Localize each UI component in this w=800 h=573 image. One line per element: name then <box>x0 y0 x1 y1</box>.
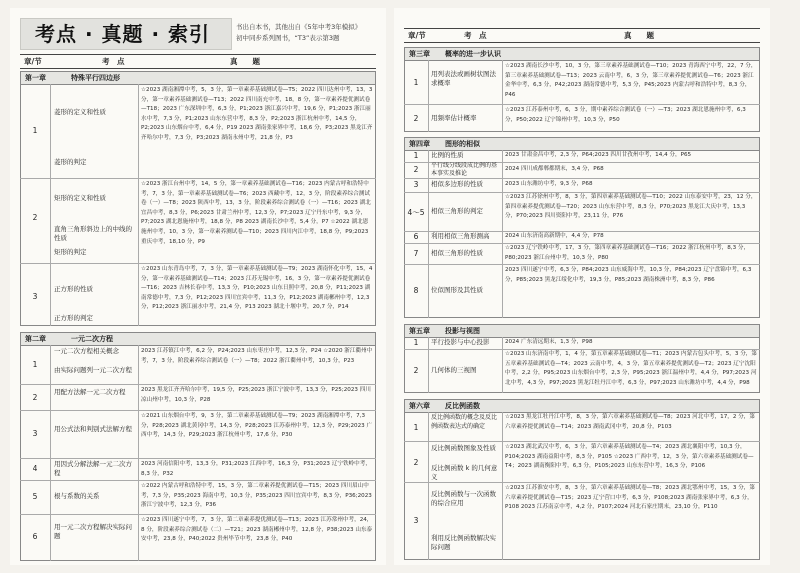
entry-text: ☆2023 湖北武汉中考，6，3 分，第六章素养基础测试卷—T4；2023 湖北襄阳中考，10,3 分，P104;2023 湖南益阳中考，8,3 分，P105 ☆2023 广西中考，12，3 分，第六章素养基础测试卷—T4；2023 湖南衡阳中考，6,3 分，P105;2023 山东东营中考，16,3 分，P106 <box>505 444 754 470</box>
section-number: 1 <box>413 423 419 432</box>
entry-text: 2023 江苏镇江中考，6,2 分，P24;2023 山东枣庄中考，12,3 分，P24 ☆2020 浙江衢州中考，7，3 分，阶段素养综合测试卷（一）—T8；2022 浙江衢州中考，10,3 分，P23 <box>141 348 373 364</box>
section-number: 2 <box>413 114 419 123</box>
section-number: 4～5 <box>407 208 425 217</box>
section-number: 1 <box>413 151 419 160</box>
chapter-label: 第三章 <box>409 50 430 58</box>
chapter-header-1 <box>20 71 376 85</box>
topic-label: 相似三角形的性质 <box>431 249 483 257</box>
title-banner <box>20 18 232 50</box>
section-number: 8 <box>413 286 419 295</box>
topic-label: 用列表法或画树状图法求概率 <box>431 70 496 87</box>
chapter-label: 第二章 <box>25 335 46 343</box>
chapter-header-2 <box>20 332 376 346</box>
topic-label: 由实际问题列一元二次方程 <box>54 366 132 374</box>
col-point: 考 点 <box>102 57 125 66</box>
topic-label: 根与系数的关系 <box>54 492 100 500</box>
section-number: 7 <box>413 249 419 258</box>
chapter-header-5 <box>404 324 760 338</box>
entry-text: ☆2023 江苏泰州中考，6，3 分，期中素养综合测试卷（一）—T3；2023 湖北恩施州中考，6,3 分，P50;2022 辽宁锦州中考，10,3 分，P50 <box>505 107 746 123</box>
topic-label: 用频率估计概率 <box>431 114 477 122</box>
col-real: 真 题 <box>624 31 654 40</box>
topic-label: 反比例函数 k 的几何意义 <box>431 464 498 481</box>
topic-label: 相似多边形的性质 <box>431 180 483 188</box>
page-header <box>10 8 386 48</box>
topic-label: 菱形的定义和性质 <box>54 108 106 116</box>
chapter-header-4 <box>404 137 760 151</box>
topic-label: 反比例函数图象及性质 <box>431 444 496 452</box>
section-number: 2 <box>32 213 38 222</box>
topic-label: 用一元二次方程解决实际问题 <box>54 523 132 540</box>
topic-label: 用公式法和判别式法解方程 <box>54 425 132 433</box>
section-number: 2 <box>413 458 419 467</box>
section-number: 6 <box>413 232 419 241</box>
section-number: 2 <box>413 165 419 174</box>
topic-label: 相似三角形的判定 <box>431 207 483 215</box>
chapter-name: 一元二次方程 <box>71 335 113 343</box>
entry-text: 2023 四川遂宁中考，6,3 分，P84;2023 山东威海中考，10,3 分，P84;2023 辽宁盘锦中考，6,3 分，P85;2023 黑龙江绥化中考，19,3 分，P85;2023 湖南株洲中考，8,3 分，P86 <box>505 267 752 283</box>
section-number: 5 <box>32 492 38 501</box>
topic-label: 反比例函数的概念及反比例函数表达式的确定 <box>431 414 498 430</box>
entry-text: ☆2023 山东青岛中考，7，3 分，第一章素养基础测试卷—T9；2023 湖南怀化中考，15，4 分，第一章素养基础测试卷—T14；2023 江苏无锡中考，16，3 分，第一章素养提优测试卷—T16；2023 吉林长春中考，13,3 分，P10;2023 山东日照中考，20,8 分，P11;2023 湖南常德中考，7,3 分，P12;2023 四川宜宾中考，11,3 分，P12;2023 湖南郴州中考，12,3 分，P12;2023 浙江丽水中考，21,4 分，P13 2023 湖北十堰中考，20,7 分，P14 <box>141 266 373 311</box>
section-number: 2 <box>413 366 419 375</box>
topic-label: 一元二次方程相关概念 <box>54 347 119 355</box>
section-number: 6 <box>32 532 38 541</box>
chapter-name: 反比例函数 <box>445 402 480 410</box>
topic-label: 利用相似三角形测高 <box>431 232 490 240</box>
section-number: 1 <box>413 338 419 347</box>
section-number: 1 <box>413 78 419 87</box>
chapter-label: 第五章 <box>409 327 430 335</box>
page-title: 考点 · 真题 · 索引 <box>35 22 211 46</box>
chapter-name: 特殊平行四边形 <box>71 74 120 82</box>
header-note-line-1: 书出自本书，其他出自《5年中考3年模拟》 <box>236 23 362 31</box>
column-header <box>20 54 376 69</box>
section-number: 4 <box>32 464 38 473</box>
col-real: 真 题 <box>230 57 260 66</box>
col-chapter: 章/节 <box>408 31 426 40</box>
entry-text: ☆2023 湖南长沙中考，10，3 分，第三章素养基础测试卷—T10；2023 青海西宁中考，22，7 分，第三章素养基础测试卷—T13；2023 云南中考，6，3 分，第三章素养提优测试卷—T6；2023 浙江金华中考，6,3 分，P42;2023 湖南常德中考，5,3 分，P45;2023 内蒙古呼和浩特中考，8,3 分，P46 <box>505 63 757 98</box>
topic-label: 矩形的判定 <box>54 248 87 256</box>
section-number: 3 <box>32 292 38 301</box>
entry-text: 2024 四川成都郫都期末，3,4 分，P68 <box>505 166 604 172</box>
col-point: 考 点 <box>464 31 487 40</box>
topic-label: 利用反比例函数解决实际问题 <box>431 534 496 551</box>
entry-text: 2024 广东清远期末，1,3 分，P98 <box>505 339 593 345</box>
col-chapter: 章/节 <box>24 57 42 66</box>
entry-text: 2023 山东潍坊中考，9,3 分，P68 <box>505 181 593 187</box>
entry-text: ☆2022 内蒙古呼和浩特中考，15，3 分，第二章素养提优测试卷—T15；2023 四川眉山中考，7,3 分，P35;2023 海南中考，10,3 分，P35;2023 四川宜宾中考，8,3 分，P36;2023 浙江宁波中考，12,3 分，P36 <box>141 483 372 509</box>
section-number: 3 <box>413 516 419 525</box>
section-number: 3 <box>413 180 419 189</box>
column-header <box>404 28 760 43</box>
entry-text: 2023 河南信阳中考，13,3 分，P31;2023 江西中考，16,3 分，P31;2023 辽宁铁岭中考，8,3 分，P32 <box>141 461 371 477</box>
chapter-header-3 <box>404 47 760 61</box>
entry-text: ☆2023 浙江台州中考，14，5 分，第一章素养基础测试卷—T16；2023 内蒙古呼和浩特中考，7，3 分，第一章素养基础测试卷—T6；2023 西藏中考，12，3 分，阶段素养综合测试卷（一）—T8；2023 陕西中考，13，3 分，阶段素养综合测试卷（一）—T16；2023 湖北宜昌中考，8,3 分，P6;2023 甘肃兰州中考，12,3 分，P7;2023 辽宁丹东中考，9,3 分，P7;2023 湖北恩施州中考，18,8 分，P8 2023 湖南长沙中考，5,4 分，P7 ☆2022 湖北恩施州中考，10，3 分，第一章素养测试卷—T10；2023 四川内江中考，18,8 分，P9;2023 重庆中考，18,10 分，P9 <box>141 181 371 245</box>
entry-text: ☆2023 江苏淮安中考，8，3 分，第六章素养基础测试卷—T8；2023 湖北鄂州中考，15，3 分，第六章素养提优测试卷—T15；2023 辽宁营口中考，6,3 分，P108;2023 湖南张家界中考，6,3 分，P108 2023 江苏南京中考，4,2 分，P107;2024 河北石家庄期末，23,10 分，P110 <box>505 485 755 511</box>
section-number: 1 <box>32 360 38 369</box>
topic-label: 用因式分解法解一元二次方程 <box>54 460 132 477</box>
entry-text: 2023 甘肃金昌中考，2,3 分，P64;2023 四川甘孜州中考，14,4 分，P65 <box>505 152 692 158</box>
topic-label: 用配方法解一元二次方程 <box>54 388 126 396</box>
header-note-line-2: 初中同步系列图书，“T3”表示第3题 <box>236 34 340 42</box>
entry-text: ☆2023 湖南湘潭中考，5，3 分，第一章素养基础测试卷—T5；2022 四川达州中考，13，3 分，第一章素养基础测试卷—T13；2022 四川南充中考，18，8 分，第一章素养提优测试卷—T18；2023 广东深圳中考，6,3 分，P1;2023 浙江嘉兴中考，19,6 分，P1;2023 浙江丽水中考，7,3 分，P1;2023 山东东营中考，8,3 分，P2;2023 浙江杭州中考，14,5 分，P2;2023 山东烟台中考，6,4 分，P19 2023 湖南张家界中考，18,6 分，P3;2023 黑龙江齐齐哈尔中考，7,3 分，P3;2023 湖南永州中考，21,8 分，P3 <box>141 87 373 141</box>
topic-label: 比例的性质 <box>431 151 464 159</box>
topic-label: 直角三角形斜边上的中线的性质 <box>54 225 132 242</box>
entry-text: ☆2023 山东济南中考，1，4 分，第五章素养基础测试卷—T1；2023 内蒙古包头中考，5，3 分，第五章素养基础测试卷—T4；2023 云南中考，4，3 分，第五章素养提优测试卷—T2；2023 辽宁沈阳中考，2,2 分，P95;2023 山东烟台中考，2,3 分，P95;2023 浙江温州中考，4,4 分，P97;2023 河北中考，4,3 分，P97;2023 黑龙江牡丹江中考，6,3 分，P97;2023 山东潍坊中考，4,4 分，P98 <box>505 351 757 386</box>
chapter-label: 第四章 <box>409 140 430 148</box>
entry-text: 2024 山东济南高新期中，4,4 分，P78 <box>505 233 604 239</box>
left-page <box>10 8 386 565</box>
topic-label: 反比例函数与一次函数的综合应用 <box>431 490 496 507</box>
chapter-name: 投影与视图 <box>445 327 480 335</box>
entry-text: 2023 黑龙江齐齐哈尔中考，19,5 分，P25;2023 浙江宁波中考，13,3 分，P25;2023 四川凉山州中考，10,3 分，P28 <box>141 387 371 403</box>
topic-label: 平行投影与中心投影 <box>431 338 490 346</box>
topic-label: 正方形的判定 <box>54 314 93 322</box>
topic-label: 几何体的三视图 <box>431 366 477 374</box>
section-number: 3 <box>32 429 38 438</box>
entry-text: ☆2023 四川遂宁中考，7，3 分，第二章素养提优测试卷—T13；2023 江苏常州中考，24，8 分，阶段素养综合测试卷（二）—T21；2023 湖南郴州中考，12,8 分，P38;2023 山东泰安中考，23,8 分，P40;2022 贵州毕节中考，23,8 分，P40 <box>141 517 373 543</box>
chapter-label: 第一章 <box>25 74 46 82</box>
section-number: 2 <box>32 393 38 402</box>
topic-label: 位似图形及其性质 <box>431 286 483 294</box>
entry-text: ☆2023 黑龙江牡丹江中考，8，3 分，第六章素养基础测试卷—T8；2023 河北中考，17，2 分，第六章素养提优测试卷—T14；2023 湖南武冈中考，20,8 分，P103 <box>505 414 755 430</box>
entry-text: ☆2023 江苏徐州中考，8，3 分，第四章素养基础测试卷—T10；2022 山东泰安中考，23，12 分，第四章素养提优测试卷—T20；2023 山东东营中考，8,3 分，P70;2023 黑龙江大庆中考，13,3 分，P70;2023 四川资阳中考，23,11 分，P76 <box>505 194 757 220</box>
chapter-name: 概率的进一步认识 <box>445 50 501 58</box>
topic-label: 矩形的定义和性质 <box>54 194 106 202</box>
chapter-header-6 <box>404 399 760 413</box>
entry-text: ☆2023 辽宁铁岭中考，17，3 分，第四章素养基础测试卷—T16；2022 浙江杭州中考，8,3 分，P80;2023 浙江台州中考，10,3 分，P80 <box>505 245 750 261</box>
chapter-label: 第六章 <box>409 402 430 410</box>
chapter-name: 图形的相似 <box>445 140 480 148</box>
section-number: 1 <box>32 126 38 135</box>
topic-label: 正方形的性质 <box>54 285 93 293</box>
topic-label: 平行线分线段成比例的基本事实及推论 <box>431 162 498 177</box>
topic-label: 菱形的判定 <box>54 158 87 166</box>
right-page <box>394 8 770 565</box>
entry-text: ☆2021 山东烟台中考，9，3 分，第二章素养基础测试卷—T9；2023 湖南湘潭中考，7,3 分，P28;2023 湖北黄冈中考，14,3 分，P28;2023 江苏泰州中考，12,3 分，P29;2023 广西中考，14,3 分，P29;2023 浙江杭州中考，17,6 分，P30 <box>141 413 373 439</box>
